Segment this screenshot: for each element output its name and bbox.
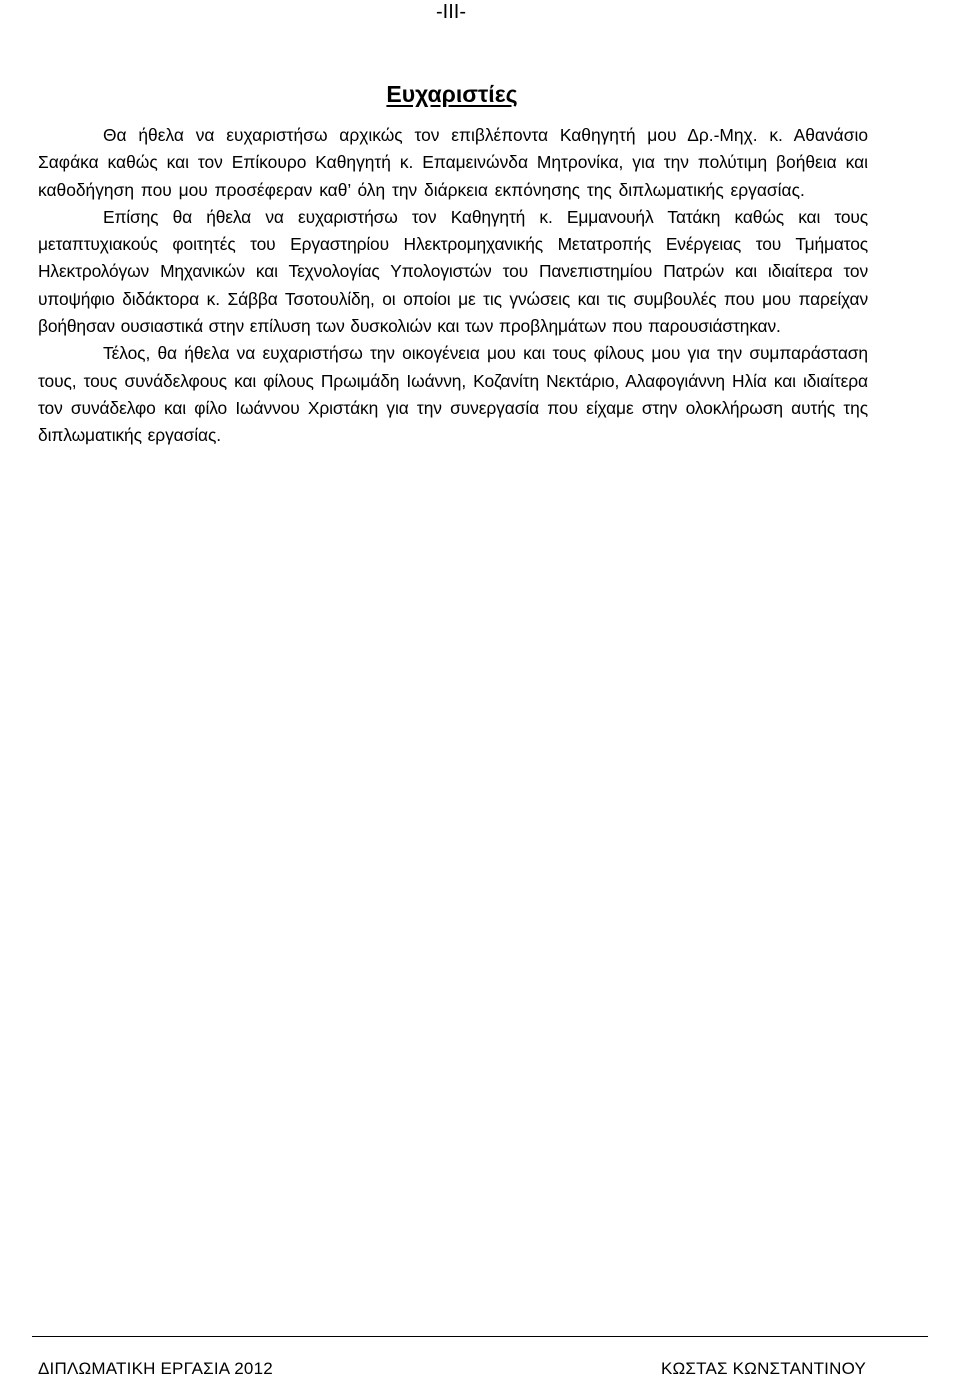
footer-divider xyxy=(32,1336,928,1337)
paragraph: Θα ήθελα να ευχαριστήσω αρχικώς τον επιβλέποντα Καθηγητή μου Δρ.-Μηχ. κ. Αθανάσιο Σαφάκα καθώς και τον Επίκουρο Καθηγητή κ. Επαμεινώνδα Μητρονίκα, για την πολύτιμη βοήθεια και καθοδήγηση που μου προσέφεραν καθ’ όλη την διάρκεια εκπόνησης της διπλωματικής εργασίας. xyxy=(38,125,868,200)
footer-document-label: ΔΙΠΛΩΜΑΤΙΚΗ ΕΡΓΑΣΙΑ 2012 xyxy=(38,1359,273,1378)
footer-author-name: ΚΩΣΤΑΣ ΚΩΝΣΤΑΝΤΙΝΟΥ xyxy=(660,1359,866,1378)
paragraph: Επίσης θα ήθελα να ευχαριστήσω τον Καθηγητή κ. Εμμανουήλ Τατάκη καθώς και τους μεταπτυχιακούς φοιτητές του Εργαστηρίου Ηλεκτρομηχανικής Μετατροπής Ενέργειας του Τμήματος Ηλεκτρολόγων Μηχανικών και Τεχνολογίας Υπολογιστών του Πανεπιστημίου Πατρών και ιδιαίτερα τον υποψήφιο διδάκτορα κ. Σάββα Τσοτουλίδη, οι οποίοι με τις γνώσεις και τις συμβουλές που μου παρείχαν βοήθησαν ουσιαστικά στην επίλυση των δυσκολιών και των προβλημάτων που παρουσιάστηκαν. xyxy=(38,206,868,337)
paragraph: Τέλος, θα ήθελα να ευχαριστήσω την οικογένεια μου και τους φίλους μου για την συμπαράσταση τους, τους συνάδελφους και φίλους Πρωιμάδη Ιωάννη, Κοζανίτη Νεκτάριο, Αλαφογιάννη Ηλία και ιδιαίτερα τον συνάδελφο και φίλο Ιωάννου Χριστάκη για την συνεργασία που είχαμε στην ολοκλήρωση αυτής της διπλωματικής εργασίας. xyxy=(38,343,868,446)
page-title: Ευχαριστίες xyxy=(386,81,518,108)
page-number: -III- xyxy=(436,1,466,23)
document-body xyxy=(38,122,868,450)
